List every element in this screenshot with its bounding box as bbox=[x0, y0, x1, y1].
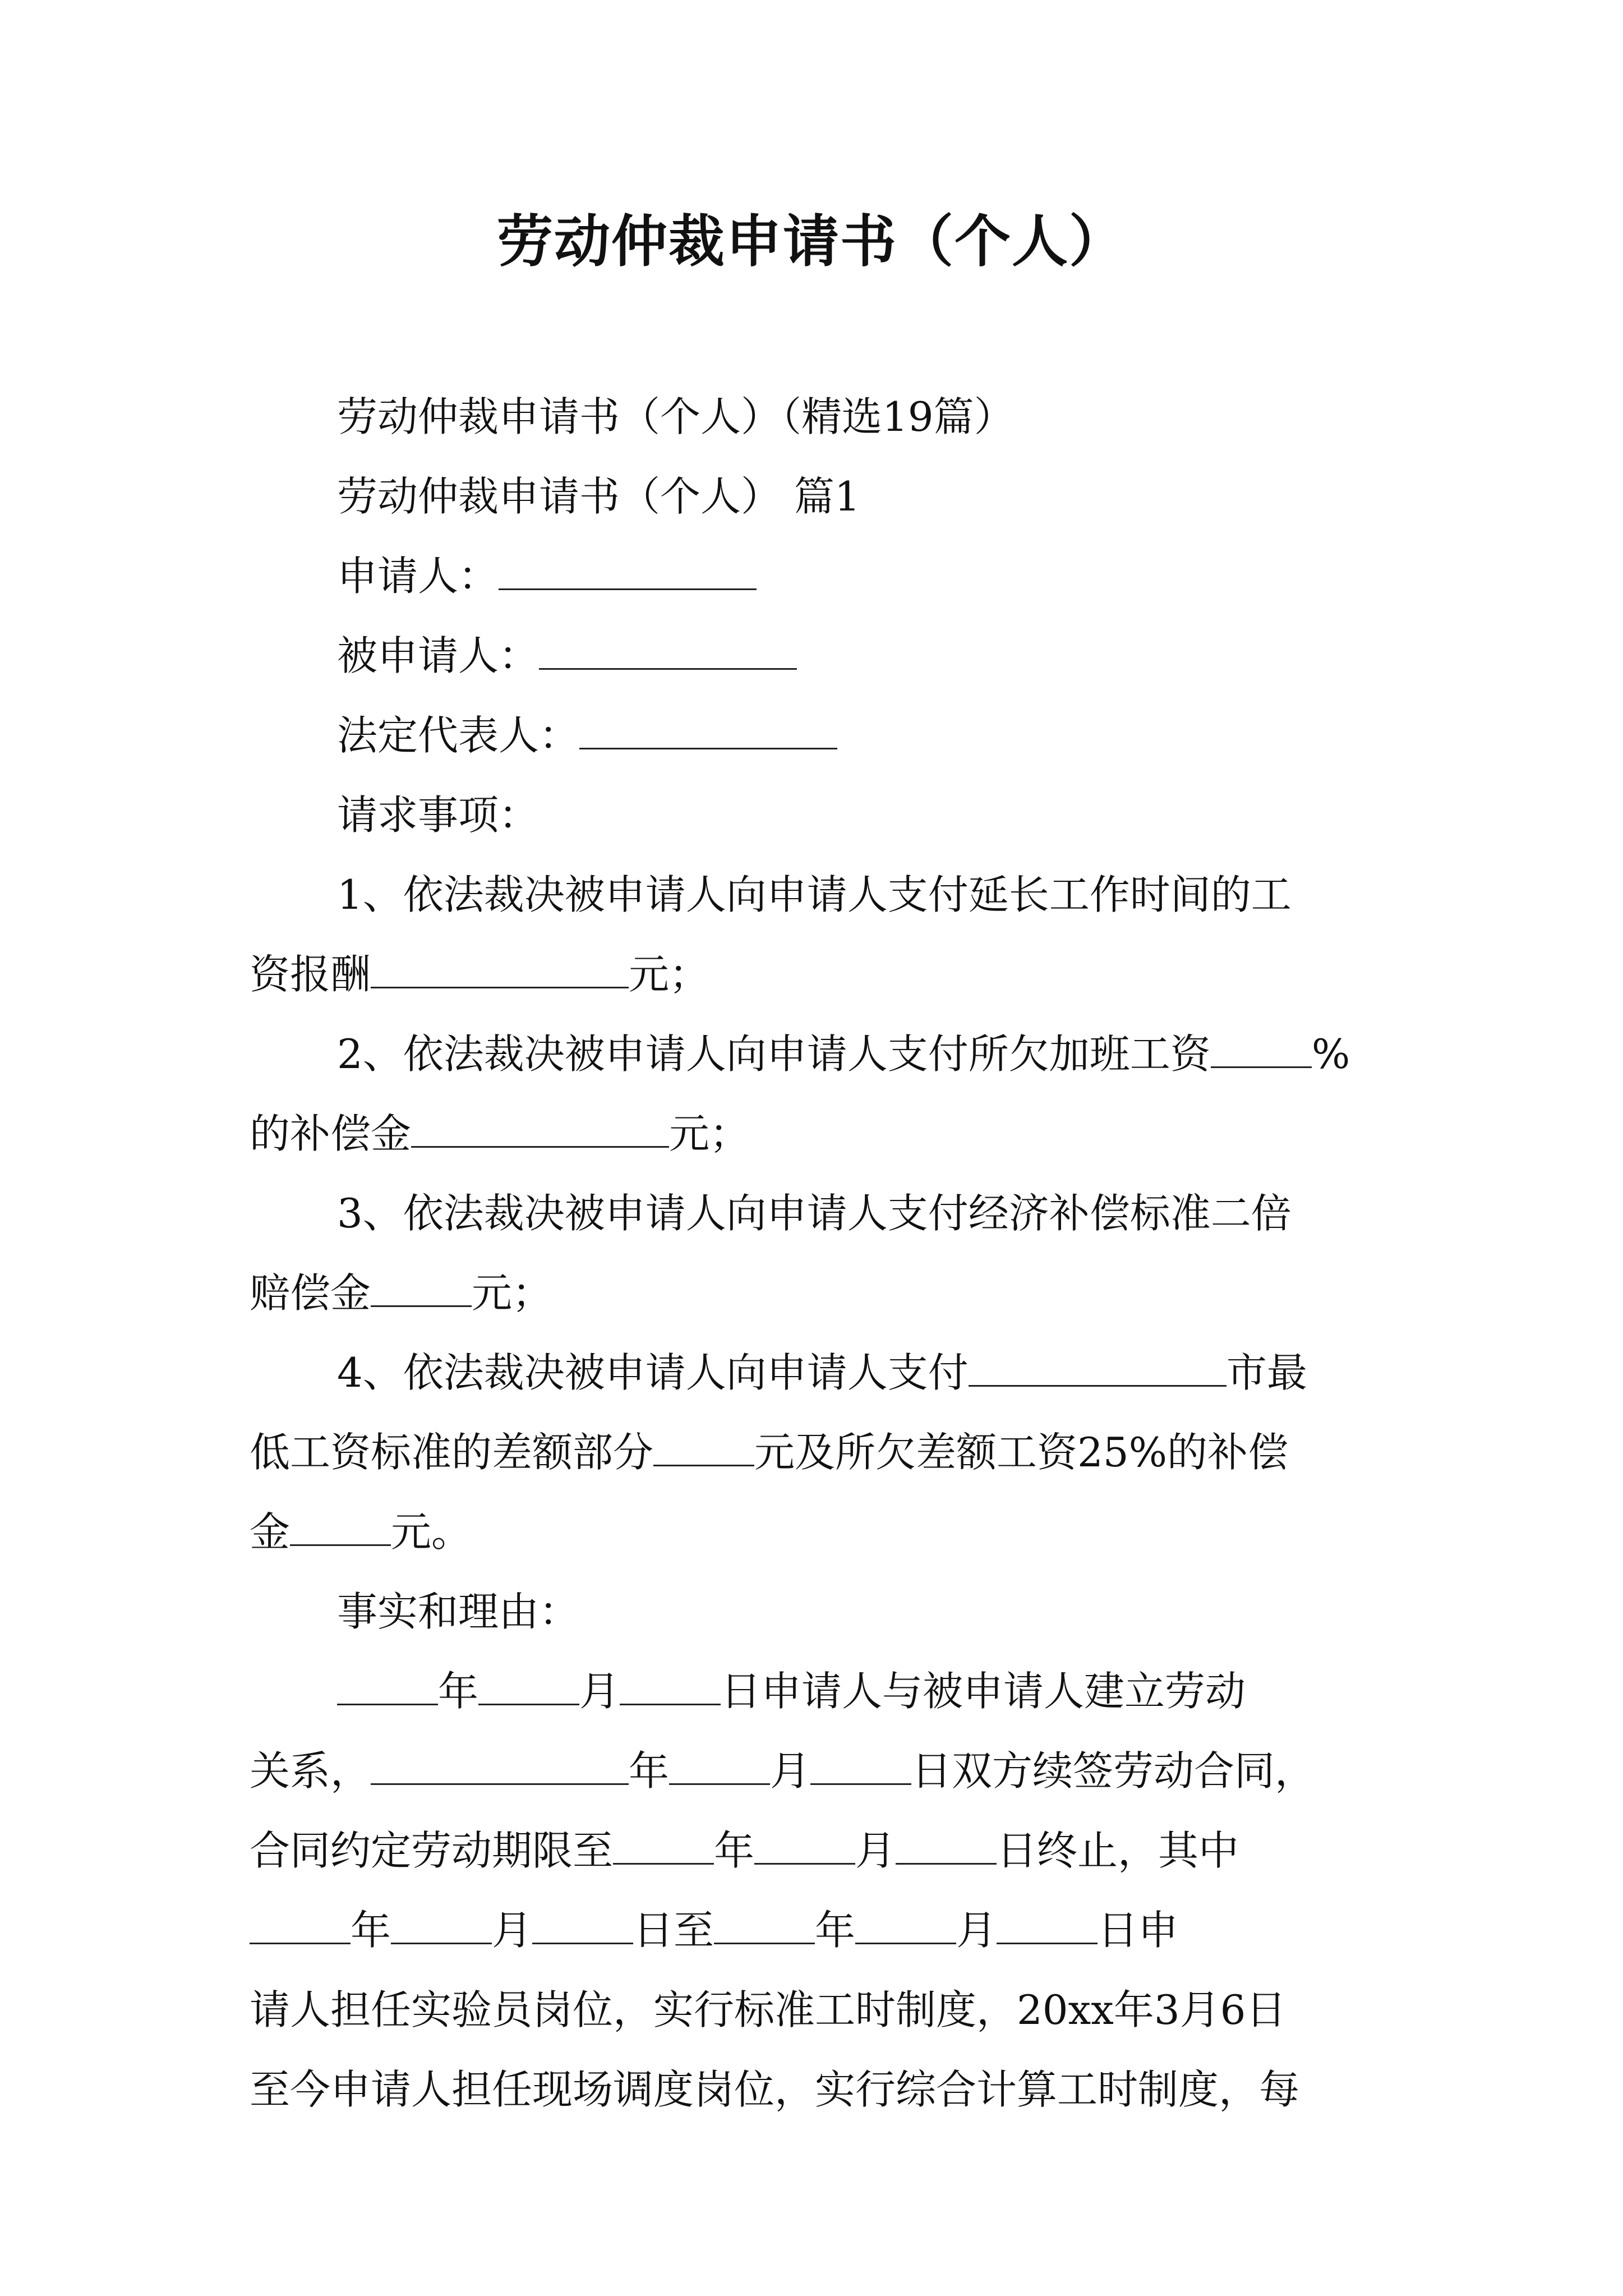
claim-4-line-3 bbox=[250, 1492, 1377, 1572]
blank-line bbox=[371, 1742, 629, 1785]
blank-line bbox=[754, 1821, 855, 1865]
blank-line bbox=[620, 1662, 721, 1705]
text: 元； bbox=[472, 1269, 553, 1317]
field-label: 被申请人： bbox=[337, 632, 540, 679]
text: 年 bbox=[629, 1747, 670, 1795]
claim-1-line-2 bbox=[250, 935, 1377, 1014]
text: 的补偿金 bbox=[250, 1110, 412, 1157]
blank-line bbox=[653, 1423, 754, 1466]
text: 低工资标准的差额部分 bbox=[250, 1429, 654, 1476]
blank-line bbox=[371, 945, 629, 988]
blank-line bbox=[411, 1105, 669, 1148]
field-respondent bbox=[250, 616, 1377, 696]
blank-line bbox=[499, 547, 757, 590]
text: 市最 bbox=[1226, 1349, 1307, 1396]
document-title: 劳动仲裁申请书（个人） bbox=[497, 208, 1126, 274]
claims-heading bbox=[250, 775, 1377, 855]
text: 年 bbox=[815, 1907, 856, 1954]
text: 日至 bbox=[633, 1907, 714, 1954]
subtitle-collection bbox=[250, 377, 1377, 457]
text: 日终止，其中 bbox=[997, 1827, 1239, 1874]
text: % bbox=[1311, 1030, 1350, 1078]
facts-line-3 bbox=[250, 1811, 1377, 1890]
field-label: 法定代表人： bbox=[337, 712, 580, 759]
text: 元； bbox=[629, 951, 710, 998]
blank-line bbox=[896, 1821, 997, 1865]
claim-1-line-1 bbox=[250, 855, 1377, 935]
blank-line bbox=[250, 1901, 351, 1944]
blank-line bbox=[478, 1662, 579, 1705]
blank-line bbox=[337, 1662, 438, 1705]
field-legal-representative bbox=[250, 696, 1377, 775]
text: 1、依法裁决被申请人向申请人支付延长工作时间的工 bbox=[337, 871, 1292, 918]
section-heading bbox=[250, 457, 1377, 536]
blank-line bbox=[579, 706, 837, 749]
blank-line bbox=[532, 1901, 633, 1944]
text: 元。 bbox=[391, 1508, 472, 1556]
blank-line bbox=[613, 1821, 714, 1865]
claim-3-line-1 bbox=[250, 1174, 1377, 1253]
claim-2-line-2 bbox=[250, 1094, 1377, 1174]
text: 金 bbox=[250, 1508, 291, 1556]
text: 月 bbox=[855, 1827, 896, 1874]
document-body bbox=[250, 377, 1377, 2129]
text: 3、依法裁决被申请人向申请人支付经济补偿标准二倍 bbox=[337, 1190, 1292, 1237]
text: 请人担任实验员岗位，实行标准工时制度，20xx年3月6日 bbox=[250, 1986, 1287, 2033]
text: 年 bbox=[351, 1907, 391, 1954]
facts-line-6 bbox=[250, 2050, 1377, 2129]
text: 资报酬 bbox=[250, 951, 371, 998]
claim-3-line-2 bbox=[250, 1253, 1377, 1333]
field-label: 申请人： bbox=[337, 553, 499, 600]
text: 月 bbox=[956, 1907, 997, 1954]
text: 月 bbox=[770, 1747, 811, 1795]
text: 日申 bbox=[1098, 1907, 1179, 1954]
blank-line bbox=[997, 1901, 1098, 1944]
text: 劳动仲裁申请书（个人） 篇1 bbox=[337, 473, 860, 520]
blank-line bbox=[539, 627, 797, 670]
text: 日申请人与被申请人建立劳动 bbox=[721, 1668, 1246, 1715]
blank-line bbox=[1211, 1025, 1312, 1068]
text: 劳动仲裁申请书（个人）（精选19篇） bbox=[337, 393, 1015, 440]
text: 年 bbox=[438, 1668, 479, 1715]
blank-line bbox=[714, 1901, 815, 1944]
blank-line bbox=[810, 1742, 911, 1785]
blank-line bbox=[371, 1264, 472, 1307]
text: 4、依法裁决被申请人向申请人支付 bbox=[337, 1349, 969, 1396]
text: 合同约定劳动期限至 bbox=[250, 1827, 614, 1874]
facts-line-4 bbox=[250, 1890, 1377, 1970]
blank-line bbox=[290, 1503, 391, 1546]
text: 事实和理由： bbox=[337, 1588, 580, 1635]
facts-line-2 bbox=[250, 1731, 1377, 1811]
text: 2、依法裁决被申请人向申请人支付所欠加班工资 bbox=[337, 1030, 1211, 1078]
text: 元及所欠差额工资25%的补偿 bbox=[754, 1429, 1289, 1476]
facts-line-5 bbox=[250, 1970, 1377, 2050]
text: 年 bbox=[714, 1827, 755, 1874]
blank-line bbox=[969, 1343, 1227, 1387]
blank-line bbox=[391, 1901, 492, 1944]
blank-line bbox=[669, 1742, 770, 1785]
facts-line-1 bbox=[250, 1651, 1377, 1731]
text: 至今申请人担任现场调度岗位，实行综合计算工时制度，每 bbox=[250, 2066, 1300, 2113]
text: 请求事项： bbox=[337, 792, 540, 839]
text: 元； bbox=[669, 1110, 750, 1157]
field-applicant bbox=[250, 536, 1377, 616]
text: 月 bbox=[492, 1907, 533, 1954]
claim-4-line-2 bbox=[250, 1412, 1377, 1492]
blank-line bbox=[855, 1901, 956, 1944]
claim-4-line-1 bbox=[250, 1333, 1377, 1412]
claim-2-line-1 bbox=[250, 1014, 1377, 1094]
text: 赔偿金 bbox=[250, 1269, 371, 1317]
facts-heading bbox=[250, 1572, 1377, 1651]
text: 月 bbox=[579, 1668, 620, 1715]
text: 关系， bbox=[250, 1747, 371, 1795]
text: 日双方续签劳动合同， bbox=[911, 1747, 1316, 1795]
